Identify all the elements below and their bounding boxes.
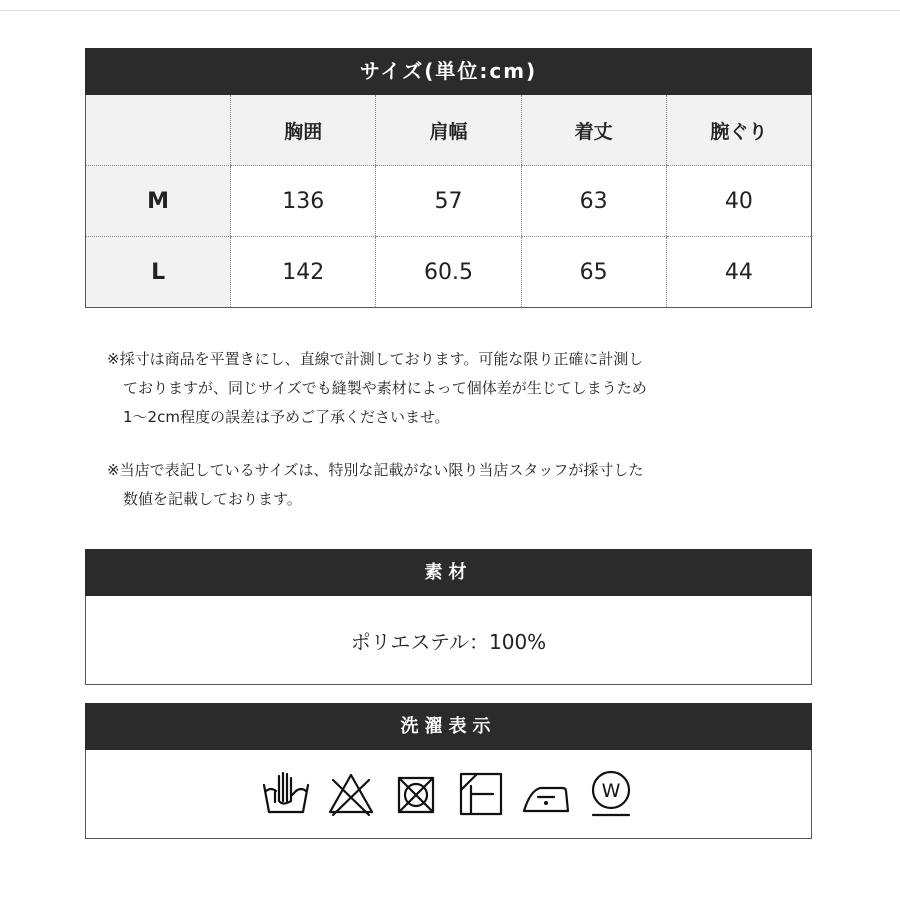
material-title: 素材 — [85, 549, 812, 596]
table-cell: 63 — [521, 166, 666, 237]
hand-wash-icon — [260, 768, 312, 820]
table-cell: 65 — [521, 237, 666, 308]
care-section — [85, 703, 812, 839]
table-cell: 57 — [376, 166, 521, 237]
note-line: ※当店で表記しているサイズは、特別な記載がない限り当店スタッフが採寸した — [107, 461, 644, 479]
table-cell: 142 — [231, 237, 376, 308]
material-value: ポリエステル：100% — [350, 629, 547, 654]
note-line: 1～2cm程度の誤差は予めご了承くださいませ。 — [123, 408, 450, 426]
header-cell-empty — [86, 95, 231, 166]
header-cell-length: 着丈 — [521, 95, 666, 166]
table-cell: 60.5 — [376, 237, 521, 308]
no-tumble-dry-icon — [390, 768, 442, 820]
table-cell: 40 — [666, 166, 811, 237]
size-table-header-row — [86, 95, 812, 166]
top-divider — [0, 10, 900, 11]
no-bleach-icon — [325, 768, 377, 820]
note-line: ておりますが、同じサイズでも縫製や素材によって個体差が生じてしまうため — [123, 379, 647, 397]
iron-low-icon — [520, 768, 572, 820]
header-cell-armhole: 腕ぐり — [666, 95, 811, 166]
table-cell: 136 — [231, 166, 376, 237]
care-title: 洗濯表示 — [85, 703, 812, 750]
wet-cleaning-icon — [585, 768, 637, 820]
shade-line-dry-icon — [455, 768, 507, 820]
note-line: 数値を記載しております。 — [123, 490, 302, 508]
care-icons — [260, 768, 637, 820]
row-label-l: L — [86, 237, 231, 308]
size-table — [85, 95, 812, 308]
table-row — [86, 237, 812, 308]
size-table-section — [85, 48, 812, 308]
size-table-title: サイズ(単位:cm) — [85, 48, 812, 95]
wet-cleaning-letter: W — [601, 780, 621, 802]
header-cell-shoulder: 肩幅 — [376, 95, 521, 166]
measurement-note — [107, 345, 787, 432]
table-row — [86, 166, 812, 237]
table-cell: 44 — [666, 237, 811, 308]
material-section — [85, 549, 812, 685]
care-body — [85, 750, 812, 839]
header-cell-chest: 胸囲 — [231, 95, 376, 166]
row-label-m: M — [86, 166, 231, 237]
material-body — [85, 596, 812, 685]
note-line: ※採寸は商品を平置きにし、直線で計測しております。可能な限り正確に計測し — [107, 350, 644, 368]
size-note — [107, 456, 787, 514]
